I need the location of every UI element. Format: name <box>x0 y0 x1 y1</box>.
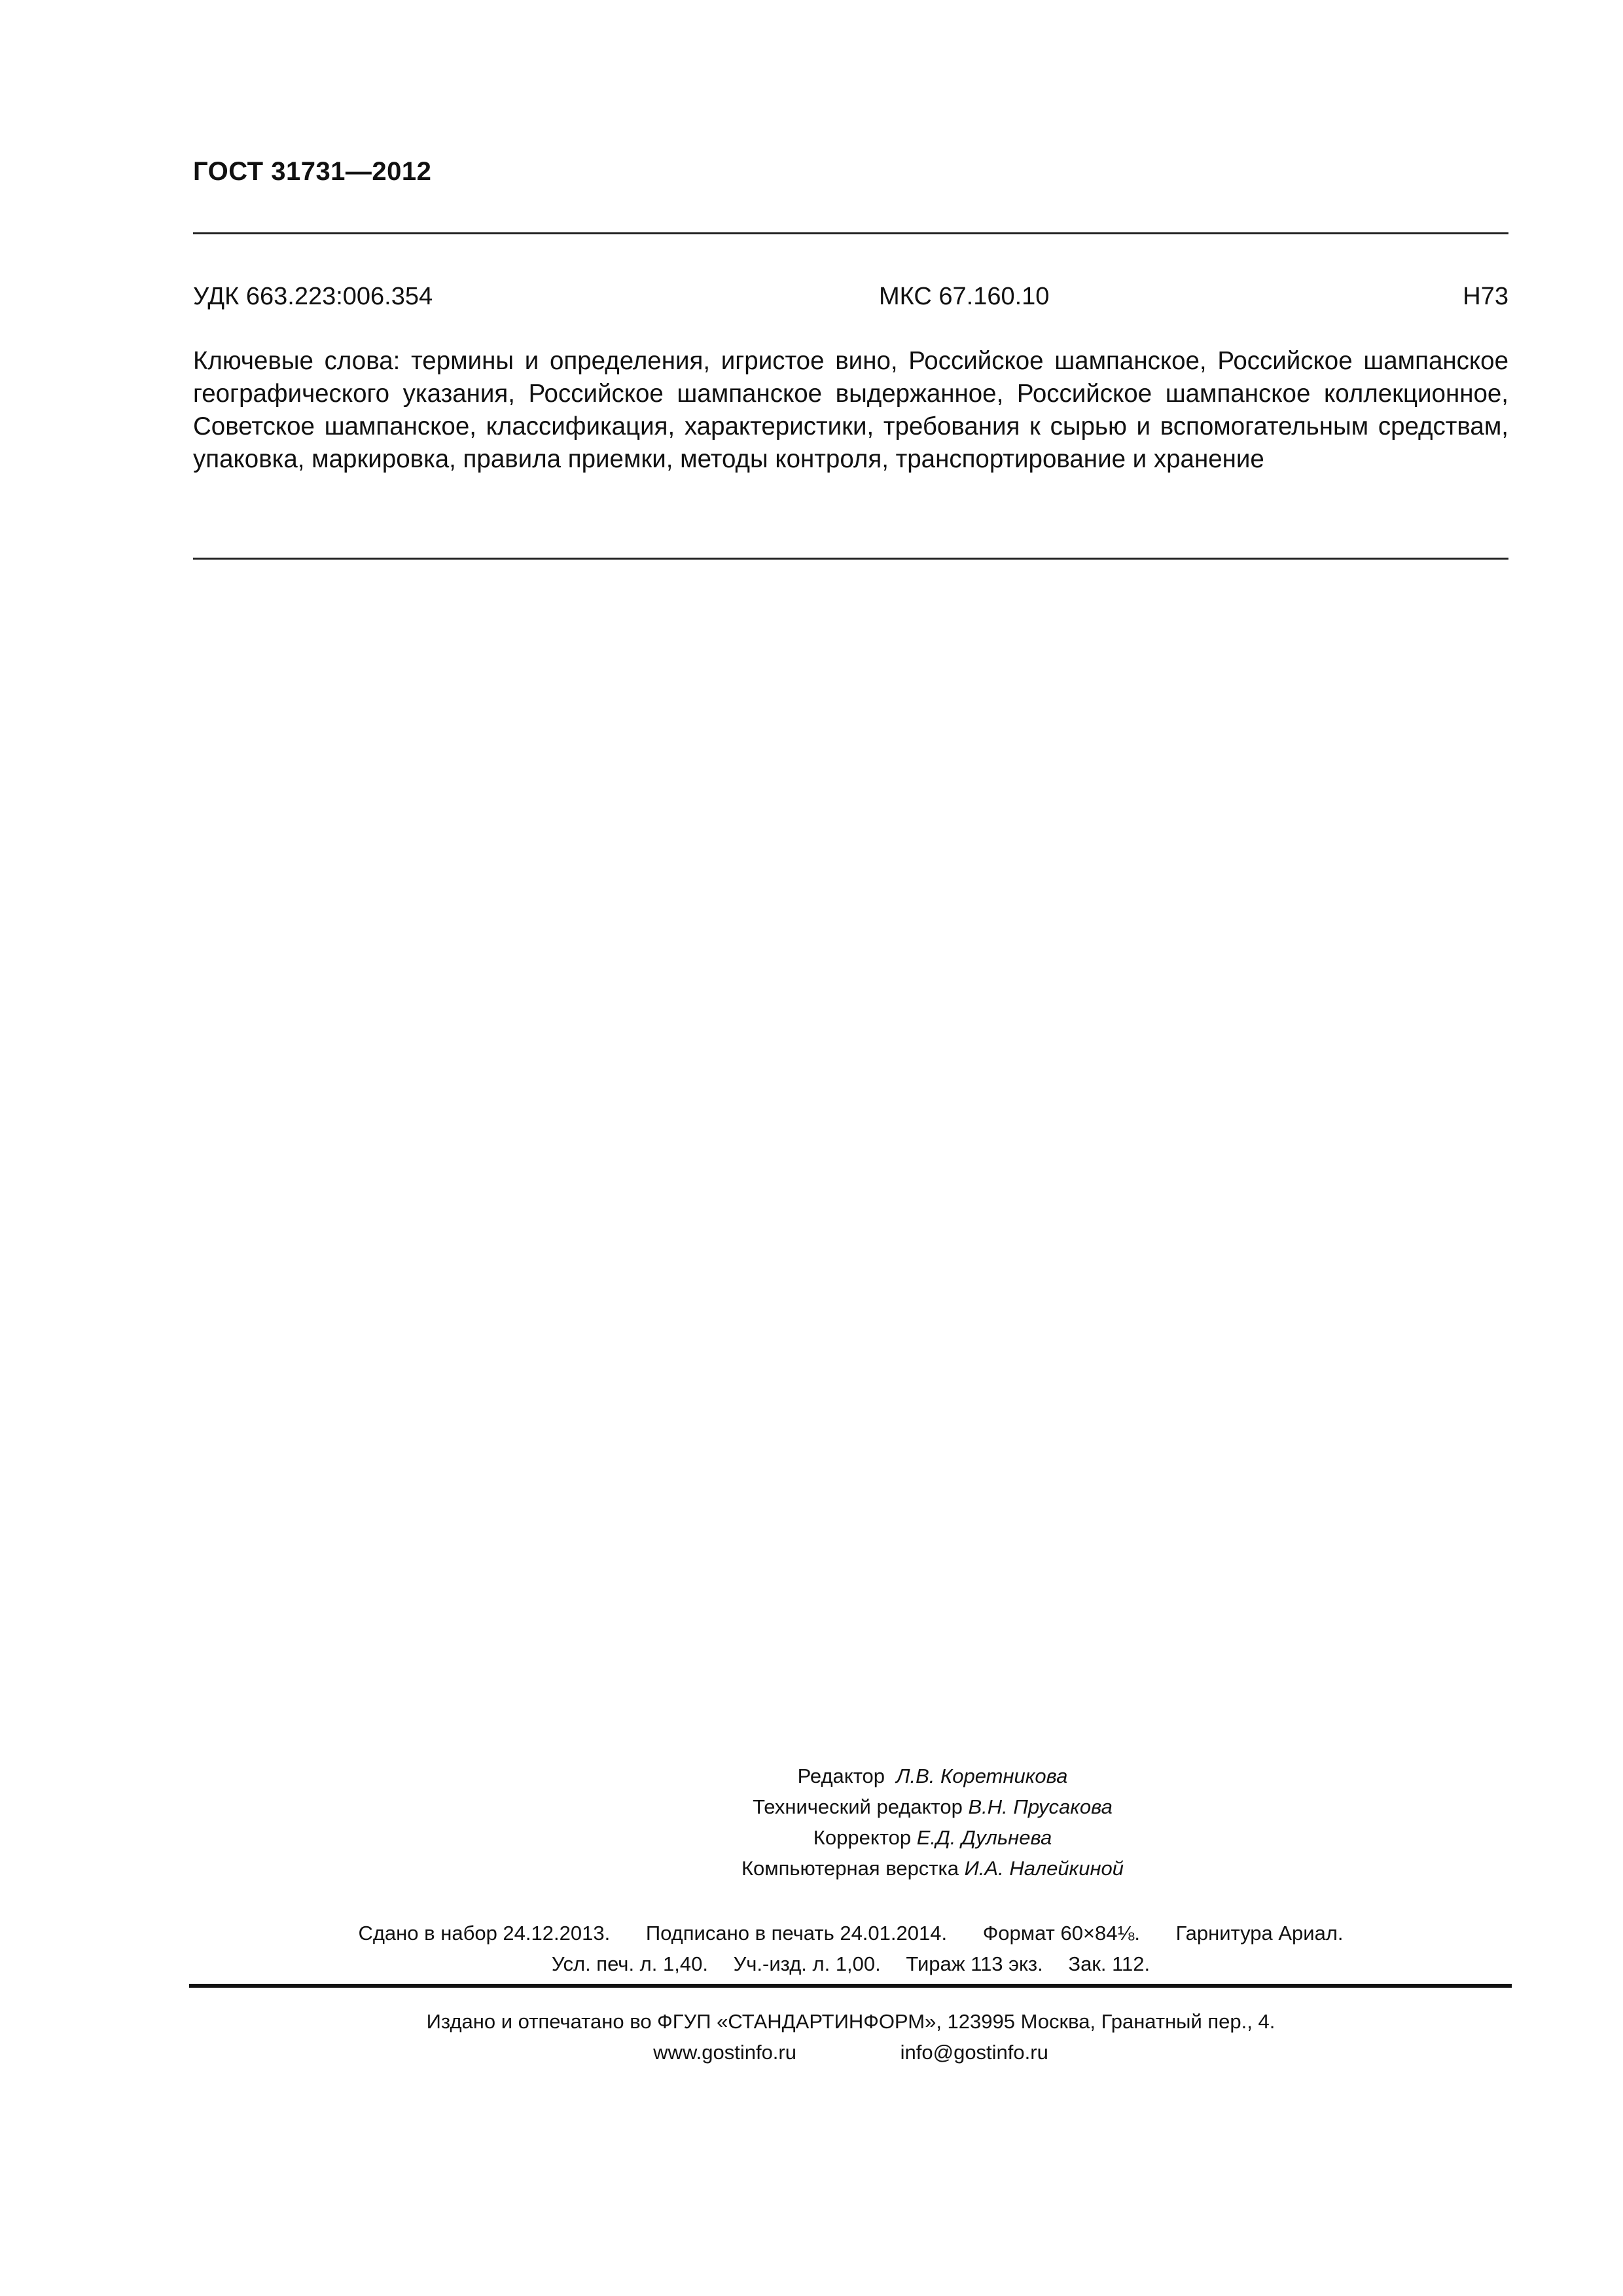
credit-layout <box>589 1853 1276 1884</box>
publisher-contacts <box>193 2037 1508 2068</box>
publisher-website[interactable]: www.gostinfo.ru <box>653 2041 796 2064</box>
tech-editor-role: Технический редактор <box>753 1795 963 1818</box>
credit-corrector <box>589 1822 1276 1853</box>
order-number: Зак. 112. <box>1068 1952 1150 1975</box>
print-info-line-1 <box>193 1918 1508 1948</box>
signed-date: Подписано в печать 24.01.2014. <box>645 1922 948 1945</box>
corrector-role: Корректор <box>813 1826 912 1849</box>
credits-block <box>589 1761 1276 1884</box>
layout-name: И.А. Налейкиной <box>964 1857 1124 1880</box>
header-divider <box>193 232 1508 234</box>
keywords-paragraph: Ключевые слова: термины и определения, игристое вино, Российское шампанское, Российское шампанское географического указания, Российское шампанское выдержанное, Российское шампанское коллекционное, Советское шампанское, классификация, характеристики, требования к сырью и вспомогательным средствам, упаковка, маркировка, правила приемки, методы контроля, транспортирование и хранение <box>193 347 1508 473</box>
print-info-block <box>193 1918 1508 1979</box>
print-info-line-2 <box>193 1948 1508 1979</box>
group-code: Н73 <box>1463 283 1508 310</box>
corrector-name: Е.Д. Дульнева <box>916 1826 1052 1849</box>
editor-role: Редактор <box>797 1765 885 1787</box>
imprint-divider <box>189 1984 1512 1988</box>
credit-editor <box>589 1761 1276 1791</box>
editor-name: Л.В. Коретникова <box>896 1765 1068 1787</box>
keywords-divider <box>193 558 1508 560</box>
credit-tech-editor <box>589 1791 1276 1822</box>
tech-editor-name: В.Н. Прусакова <box>968 1795 1113 1818</box>
submitted-date: Сдано в набор 24.12.2013. <box>358 1922 611 1945</box>
layout-role: Компьютерная верстка <box>741 1857 959 1880</box>
paper-format: Формат 60×84⅛. <box>982 1922 1140 1945</box>
classification-line <box>193 283 1508 315</box>
publisher-block <box>193 2006 1508 2068</box>
publisher-email[interactable]: info@gostinfo.ru <box>900 2041 1048 2064</box>
publisher-line: Издано и отпечатано во ФГУП «СТАНДАРТИНФОРМ», 123995 Москва, Гранатный пер., 4. <box>426 2010 1275 2033</box>
print-sheets: Усл. печ. л. 1,40. <box>551 1952 708 1975</box>
mks-code: МКС 67.160.10 <box>879 283 1050 310</box>
publishing-sheets: Уч.-изд. л. 1,00. <box>733 1952 881 1975</box>
typeface: Гарнитура Ариал. <box>1175 1922 1344 1945</box>
circulation: Тираж 113 экз. <box>906 1952 1043 1975</box>
udk-code: УДК 663.223:006.354 <box>193 283 433 310</box>
document-header-title: ГОСТ 31731—2012 <box>193 157 432 186</box>
